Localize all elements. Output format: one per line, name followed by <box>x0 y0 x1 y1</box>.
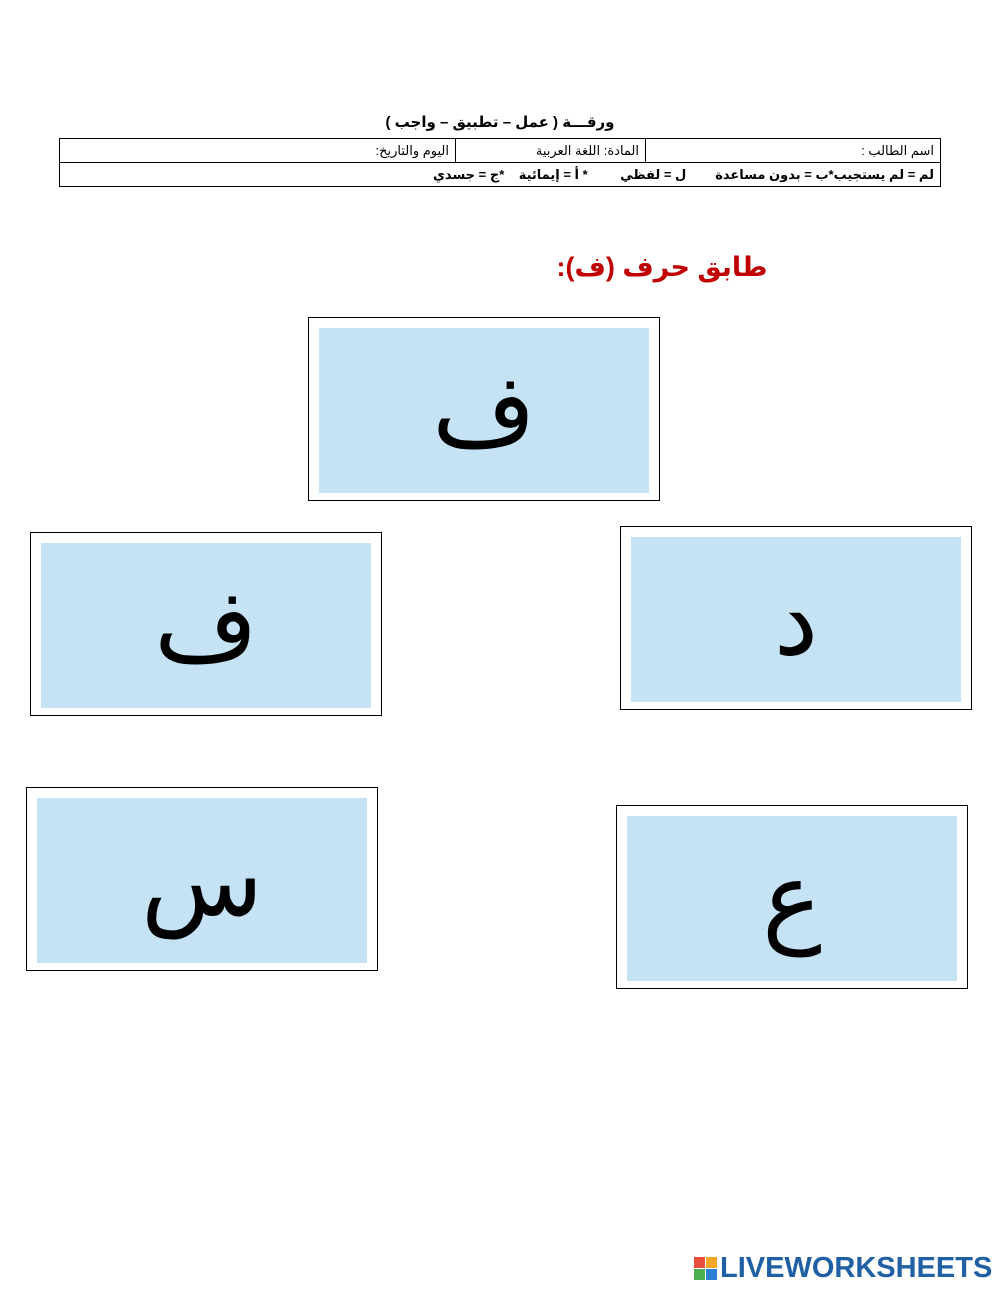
student-name-cell: اسم الطالب : <box>646 139 941 163</box>
legend-row <box>60 163 941 187</box>
date-cell: اليوم والتاريخ: <box>60 139 456 163</box>
subject-cell: المادة: اللغة العربية <box>456 139 646 163</box>
instruction-heading <box>0 252 1000 283</box>
target-letter-card[interactable] <box>308 317 660 501</box>
worksheet-title: ورقـــة ( عمل – تطبيق – واجب ) <box>385 114 615 131</box>
option-card-1-face <box>41 543 371 708</box>
option-card-1[interactable] <box>30 532 382 716</box>
info-table <box>59 138 941 187</box>
target-letter: ف <box>432 351 536 469</box>
option-letter-1: ف <box>154 566 258 684</box>
option-letter-2: د <box>773 560 819 678</box>
option-card-3[interactable] <box>26 787 378 971</box>
instruction-text: طابق حرف (ف): <box>556 252 768 282</box>
response-legend: لم = لم يستجيب*ب = بدون مساعدة ل = لفظي * أ = إيمائية *ج = جسدي <box>60 163 941 187</box>
target-card-face <box>319 328 649 493</box>
option-card-4-face <box>627 816 957 981</box>
option-card-3-face <box>37 798 367 963</box>
option-letter-4: ع <box>762 839 822 957</box>
option-card-4[interactable] <box>616 805 968 989</box>
liveworksheets-logo <box>694 1252 992 1284</box>
info-row <box>60 139 941 163</box>
brand-blocks-icon <box>694 1257 717 1280</box>
option-letter-3: س <box>140 821 264 939</box>
brand-name: LIVEWORKSHEETS <box>720 1251 993 1284</box>
option-card-2[interactable] <box>620 526 972 710</box>
option-card-2-face <box>631 537 961 702</box>
